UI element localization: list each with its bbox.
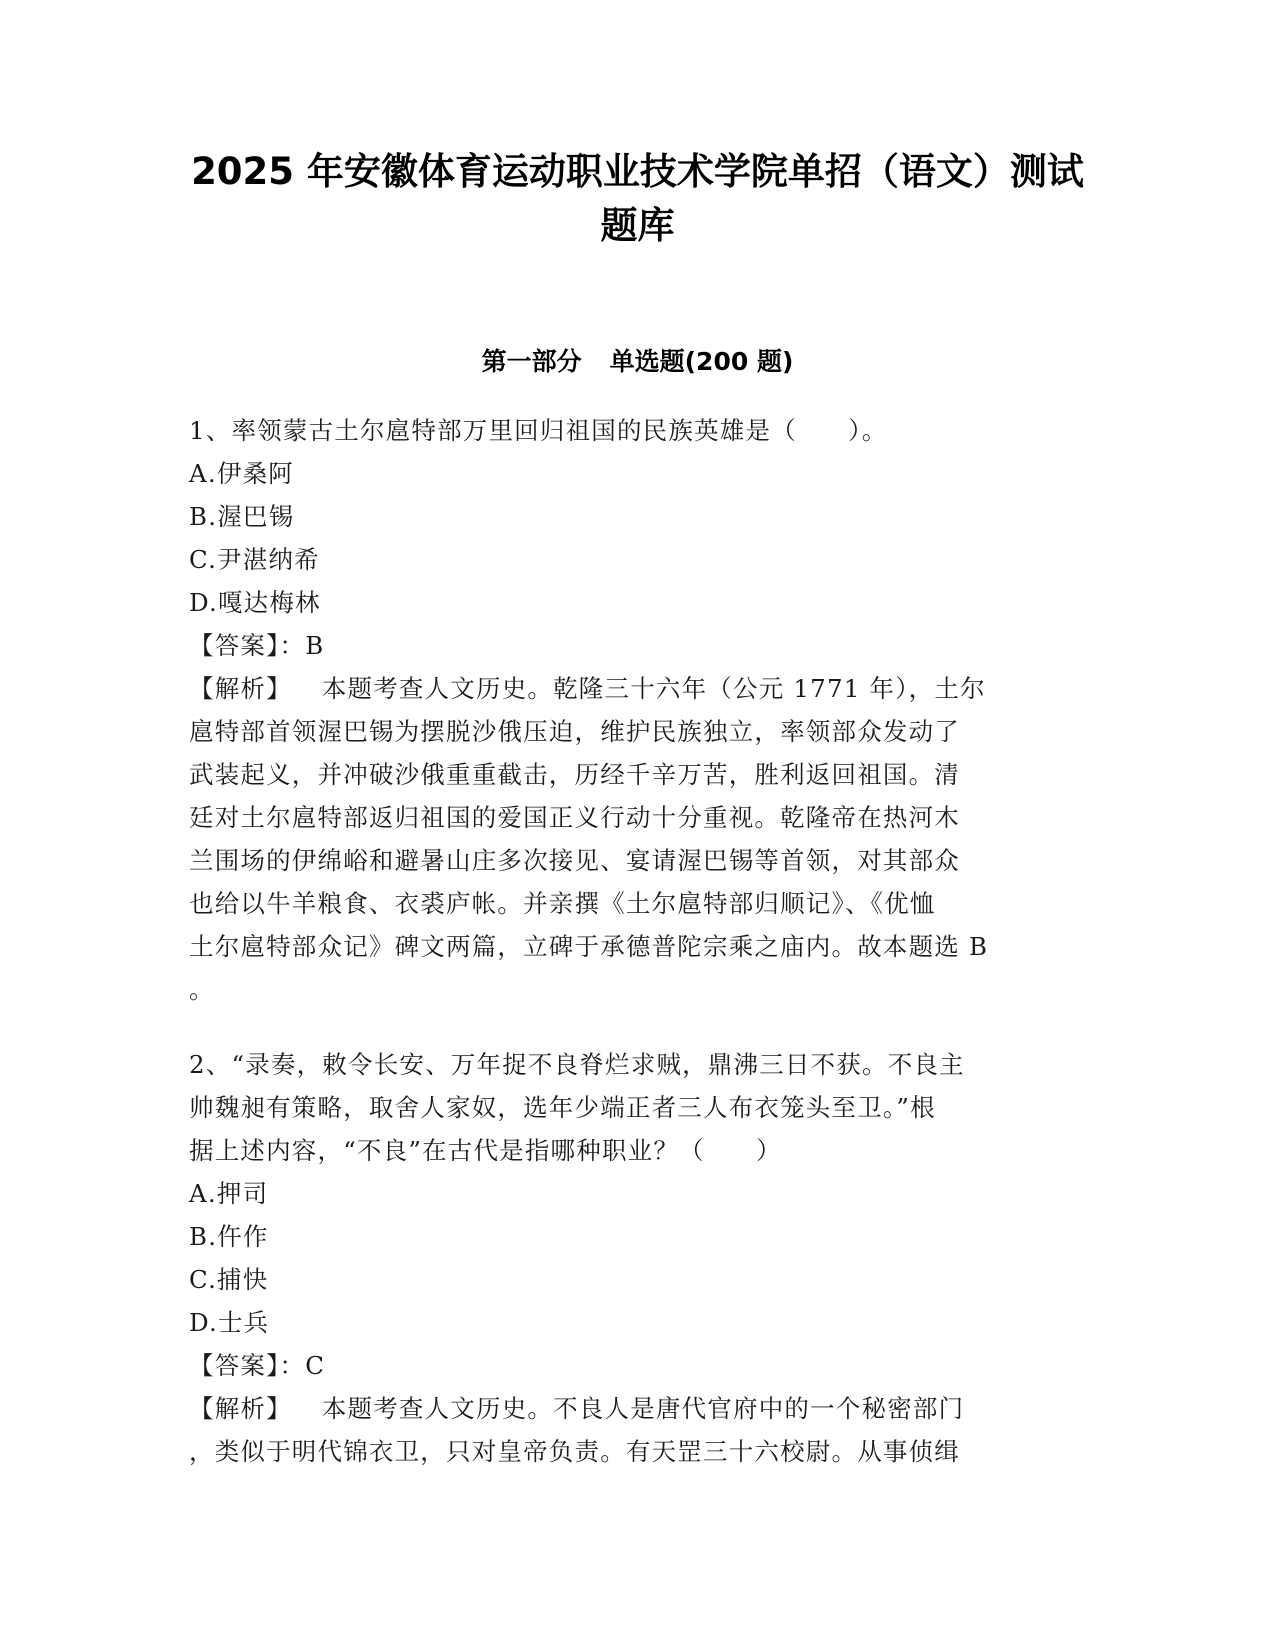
analysis-line: 土尔扈特部众记》碑文两篇，立碑于承德普陀宗乘之庙内。故本题选 B <box>189 932 989 961</box>
option-a: A.伊桑阿 <box>189 459 294 488</box>
answer-value: B <box>305 631 325 660</box>
answer-line <box>189 624 1089 667</box>
analysis-line: 廷对土尔扈特部返归祖国的爱国正义行动十分重视。乾隆帝在热河木 <box>189 803 960 832</box>
question-stem: 1、率领蒙古土尔扈特部万里回归祖国的民族英雄是（ ）。 <box>189 416 888 445</box>
question-1 <box>189 409 1089 1011</box>
title-line-2: 题库 <box>600 204 675 247</box>
analysis-line: 扈特部首领渥巴锡为摆脱沙俄压迫，维护民族独立，率领部众发动了 <box>189 717 960 746</box>
option-b: B.渥巴锡 <box>189 502 295 531</box>
option-d: D.嘎达梅林 <box>189 588 321 617</box>
analysis-line <box>189 1387 1089 1430</box>
option-d: D.士兵 <box>189 1308 270 1337</box>
document-title <box>150 145 1125 253</box>
analysis-line: 。 <box>189 975 215 1004</box>
analysis-label: 【解析】 <box>189 1394 292 1423</box>
analysis-label: 【解析】 <box>189 674 292 703</box>
answer-value: C <box>305 1351 326 1380</box>
option-a: A.押司 <box>189 1179 269 1208</box>
section-part: 第一部分 <box>481 347 582 376</box>
analysis-text: 本题考查人文历史。乾隆三十六年（公元 1771 年），土尔 <box>321 674 986 703</box>
option-c: C.捕快 <box>189 1265 269 1294</box>
analysis-line <box>189 667 1089 710</box>
analysis-text: 本题考查人文历史。不良人是唐代官府中的一个秘密部门 <box>321 1394 965 1423</box>
question-stem: 2、“录奏，敕令长安、万年捉不良脊烂求贼，鼎沸三日不获。不良主 <box>189 1050 965 1079</box>
option-b: B.仵作 <box>189 1222 269 1251</box>
analysis-line: ，类似于明代锦衣卫，只对皇帝负责。有天罡三十六校尉。从事侦缉 <box>189 1437 960 1466</box>
title-line-1: 2025 年安徽体育运动职业技术学院单招（语文）测试 <box>191 150 1084 193</box>
analysis-line: 也给以牛羊粮食、衣裘庐帐。并亲撰《土尔扈特部归顺记》、《优恤 <box>189 889 936 918</box>
answer-label: 【答案】： <box>189 1351 306 1380</box>
answer-line <box>189 1344 1089 1387</box>
question-stem: 帅魏昶有策略，取舍人家奴，选年少端正者三人布衣笼头至卫。”根 <box>189 1093 936 1122</box>
option-c: C.尹湛纳希 <box>189 545 320 574</box>
analysis-line: 武装起义，并冲破沙俄重重截击，历经千辛万苦，胜利返回祖国。清 <box>189 760 960 789</box>
analysis-line: 兰围场的伊绵峪和避暑山庄多次接见、宴请渥巴锡等首领，对其部众 <box>189 846 960 875</box>
answer-label: 【答案】： <box>189 631 306 660</box>
section-heading <box>150 345 1125 379</box>
question-stem: 据上述内容，“不良”在古代是指哪种职业？（ ） <box>189 1136 782 1165</box>
question-2 <box>189 1043 1089 1473</box>
section-name: 单选题(200 题) <box>609 347 794 376</box>
